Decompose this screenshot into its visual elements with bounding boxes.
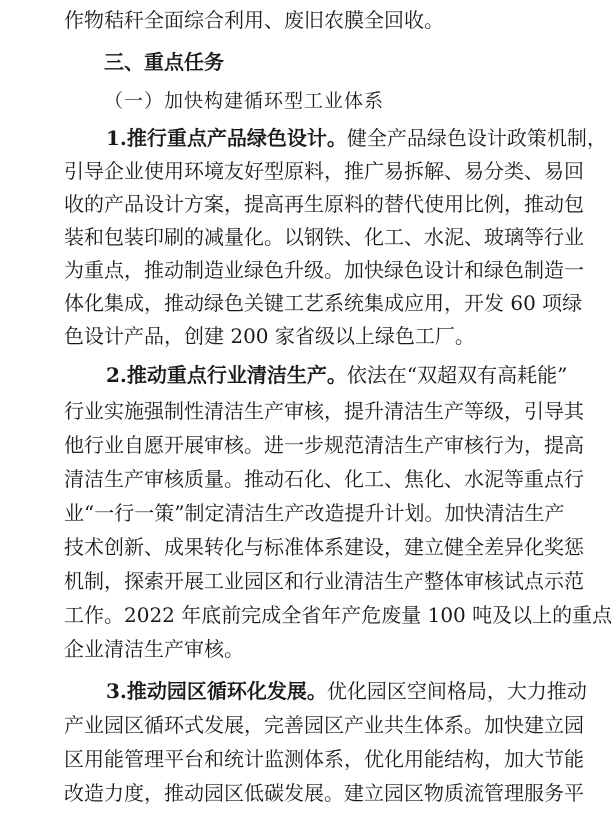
- paragraph-line: 作物秸秆全面综合利用、废旧农膜全回收。: [64, 8, 444, 32]
- paragraph-line: 机制，探索开展工业园区和行业清洁生产整体审核试点示范: [64, 569, 584, 593]
- paragraph-line: 色设计产品，创建 200 家省级以上绿色工厂。: [64, 324, 475, 348]
- paragraph-line: 装和包装印刷的减量化。以钢铁、化工、水泥、玻璃等行业: [64, 225, 584, 249]
- paragraph-line: 技术创新、成果转化与标准体系建设，建立健全差异化奖惩: [64, 535, 584, 559]
- paragraph-line: 引导企业使用环境友好型原料，推广易拆解、易分类、易回: [64, 159, 584, 183]
- paragraph-line: 区用能管理平台和统计监测体系，优化用能结构，加大节能: [64, 747, 584, 771]
- paragraph-line: 为重点，推动制造业绿色升级。加快绿色设计和绿色制造一: [64, 258, 584, 282]
- paragraph-line: 业“一行一策”制定清洁生产改造提升计划。加快清洁生产: [64, 501, 565, 525]
- subsection-heading: （一）加快构建循环型工业体系: [104, 90, 385, 112]
- paragraph-line: 收的产品设计方案，提高再生原料的替代使用比例，推动包: [64, 192, 584, 216]
- paragraph-line: 他行业自愿开展审核。进一步规范清洁生产审核行为，提高: [64, 433, 584, 457]
- item-3-title: 3.推动园区循环化发展。: [106, 679, 327, 703]
- item-1-title: 1.推行重点产品绿色设计。: [106, 126, 347, 150]
- paragraph-line: 3.推动园区循环化发展。优化园区空间格局，大力推动: [106, 679, 587, 703]
- paragraph-line: 行业实施强制性清洁生产审核，提升清洁生产等级，引导其: [64, 399, 584, 423]
- paragraph-line: 1.推行重点产品绿色设计。健全产品绿色设计政策机制，: [106, 126, 607, 150]
- paragraph-line: 2.推动重点行业清洁生产。依法在“双超双有高耗能”: [106, 363, 568, 387]
- paragraph-line: 产业园区循环式发展，完善园区产业共生体系。加快建立园: [64, 713, 584, 737]
- paragraph-line: 工作。2022 年底前完成全省年产危废量 100 吨及以上的重点: [64, 603, 612, 627]
- paragraph-line: 体化集成，推动绿色关键工艺系统集成应用，开发 60 项绿: [64, 291, 583, 315]
- item-2-title: 2.推动重点行业清洁生产。: [106, 363, 347, 387]
- paragraph-line: 企业清洁生产审核。: [64, 637, 244, 661]
- section-heading: 三、重点任务: [104, 50, 224, 74]
- paragraph-line: 改造力度，推动园区低碳发展。建立园区物质流管理服务平: [64, 781, 584, 805]
- paragraph-line: 清洁生产审核质量。推动石化、化工、焦化、水泥等重点行: [64, 467, 584, 491]
